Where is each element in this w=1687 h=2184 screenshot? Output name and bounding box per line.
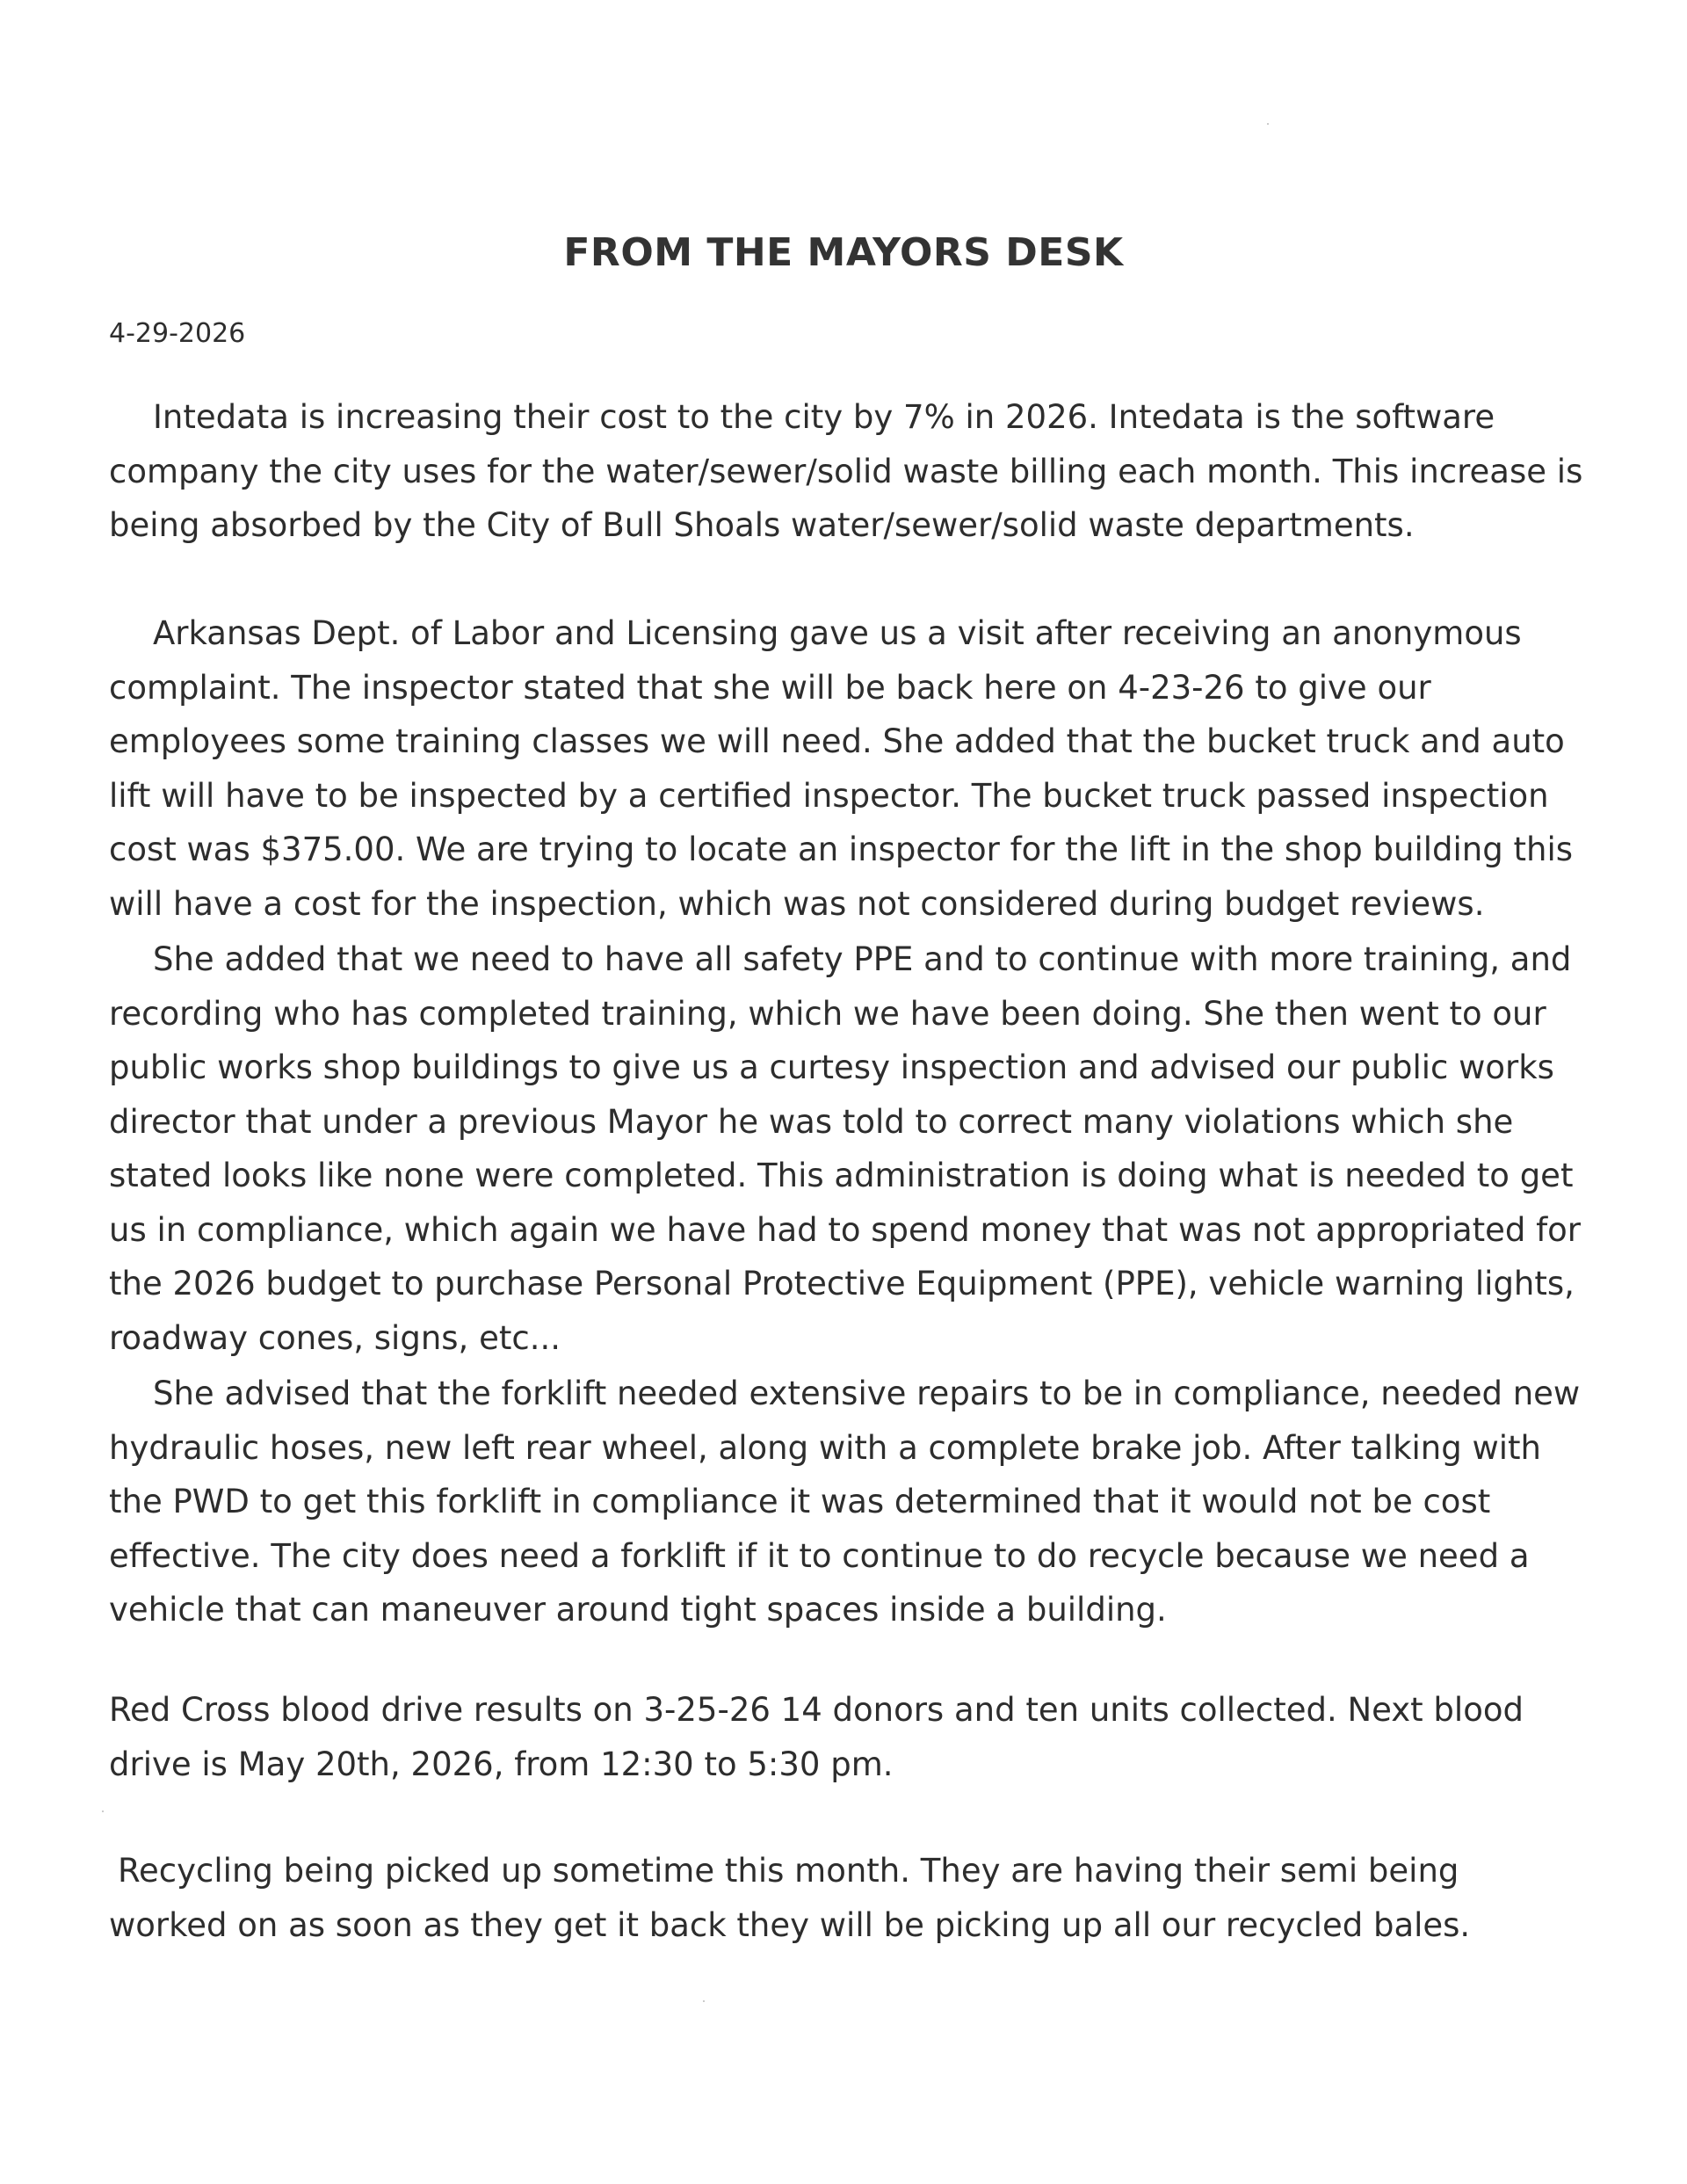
paragraph-safety-ppe: She added that we need to have all safety PPE and to continue with more training, and recording who has completed training, which we have been doing. She then went to our public works shop buildings to give us a curtesy inspection and advised our public works director that under a previous Mayor he was told to correct many violations which she stated looks like none were completed. This administration is doing what is needed to get us in compliance, which again we have had to spend money that was not appropriated for the 2026 budget to purchase Personal Protective Equipment (PPE), vehicle warning lights, roadway cones, signs, etc... [109,940,1582,1357]
paragraph-intedata-cost: Intedata is increasing their cost to the city by 7% in 2026. Intedata is the software company the city uses for the water/sewer/solid waste billing each month. This increase is being absorbed by the City of Bull Shoals water/sewer/solid waste departments. [109,398,1583,544]
paragraph-recycling: Recycling being picked up sometime this month. They are having their semi being worked on as soon as they get it back they will be picking up all our recycled bales. [109,1852,1471,1944]
scan-speck [1267,123,1269,125]
document-date: 4-29-2026 [109,318,246,349]
page-title: FROM THE MAYORS DESK [563,230,1124,275]
scan-speck [703,2000,705,2002]
paragraph-forklift: She advised that the forklift needed extensive repairs to be in compliance, needed new hydraulic hoses, new left rear wheel, along with a complete brake job. After talking with the PWD to get this forklift in compliance it was determined that it would not be cost effective. The city does need a forklift if it to continue to do recycle because we need a vehicle that can maneuver around tight spaces inside a building. [109,1375,1581,1629]
paragraph-blood-drive: Red Cross blood drive results on 3-25-26 14 donors and ten units collected. Next blood drive is May 20th, 2026, from 12:30 to 5:30 pm. [109,1691,1524,1783]
paragraph-labor-inspection: Arkansas Dept. of Labor and Licensing gave us a visit after receiving an anonymous complaint. The inspector stated that she will be back here on 4-23-26 to give our employees some training classes we will need. She added that the bucket truck and auto lift will have to be inspected by a certified inspector. The bucket truck passed inspection cost was $375.00. We are trying to locate an inspector for the lift in the shop building this will have a cost for the inspection, which was not considered during budget reviews. [109,614,1574,923]
scan-speck [102,1810,104,1812]
